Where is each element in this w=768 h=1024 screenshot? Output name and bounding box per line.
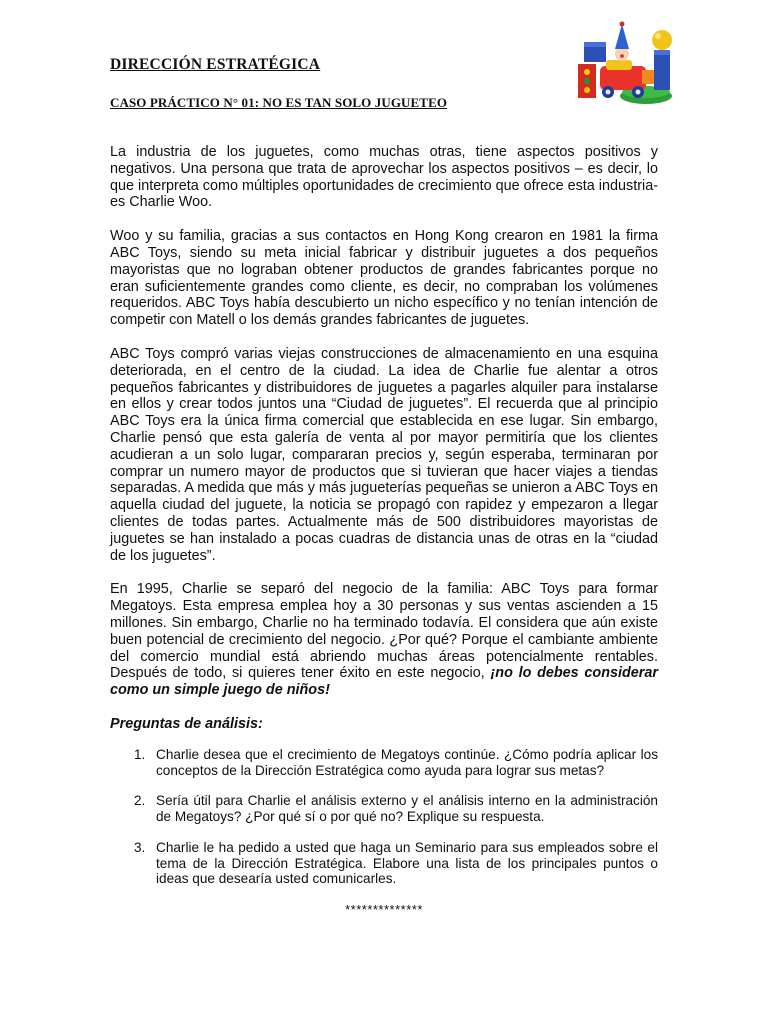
- question-item: [110, 747, 658, 779]
- question-item: [110, 793, 658, 825]
- document-body: [110, 144, 658, 919]
- paragraph-1: La industria de los juguetes, como muchas otras, tiene aspectos positivos y negativos. Una persona que trata de aprovechar los aspectos positivos – es decir, lo que interpreta como múltiples oportunidades de crecimiento que ofrece esta industria- es Charlie Woo.: [110, 144, 658, 211]
- paragraph-3: ABC Toys compró varias viejas construcciones de almacenamiento en una esquina deteriorada, en el centro de la ciudad. La idea de Charlie fue alentar a otros pequeños fabricantes y distribuidores de juguetes a pagarles alquiler para instalarse en ellos y crear todos juntos una “Ciudad de juguetes”. El recuerda que al principio ABC Toys era la única firma comercial que establecida en ese lugar. Sin embargo, Charlie pensó que esta galería de venta al por mayor permitiría que los clientes acudieran a un solo lugar, compararan precios y, según esperaba, terminaran por comprar un numero mayor de productos que si tuvieran que hacer viajes a tiendas separadas. A medida que más y más jugueterías pequeñas se unieron a ABC Toys en aquella ciudad del juguete, la noticia se propagó con rapidez y empezaron a llegar clientes de todas partes. Actualmente más de 500 distribuidores mayoristas de juguetes se han instalado a pocas cuadras de distancia unas de otras en la “ciudad de los juguetes”.: [110, 345, 658, 564]
- blue-block-shape: [654, 50, 670, 90]
- clown-figure-shape: [615, 47, 629, 61]
- question-item: [110, 840, 658, 887]
- end-marker: **************: [345, 902, 423, 918]
- questions-list: [110, 747, 658, 888]
- yellow-ball-shape: [652, 30, 672, 50]
- question-number: 2.: [134, 793, 146, 809]
- question-text: Charlie desea que el crecimiento de Megatoys continúe. ¿Cómo podría aplicar los conceptos de la Dirección Estratégica como ayuda para lograr sus metas?: [156, 746, 658, 778]
- questions-heading: Preguntas de análisis:: [110, 715, 263, 732]
- question-number: 3.: [134, 839, 146, 855]
- question-text: Sería útil para Charlie el análisis externo y el análisis interno en la administración de Megatoys? ¿Por qué sí o por qué no? Explique su respuesta.: [156, 793, 658, 825]
- question-text: Charlie le ha pedido a usted que haga un Seminario para sus empleados sobre el tema de la Dirección Estratégica. Elabore una lista de los principales puntos o ideas que desearía usted comunicarles.: [156, 839, 658, 887]
- question-number: 1.: [134, 746, 146, 762]
- paragraph-4-text: En 1995, Charlie se separó del negocio de la familia: ABC Toys para formar Megatoys. Esta empresa emplea hoy a 30 personas y sus ventas ascienden a 15 millones. Sin embargo, Charlie no ha terminado todavía. El considera que aún existe buen potencial de crecimiento del negocio. ¿Por qué? Porque el cambiante ambiente del comercio mundial está abriendo muchas áreas potencialmente rentables. Después de todo, si quieres tener éxito en este negocio,: [110, 581, 658, 682]
- paragraph-2: Woo y su familia, gracias a sus contactos en Hong Kong crearon en 1981 la firma ABC Toys, siendo su meta inicial fabricar y distribuir juguetes a dos pequeños mayoristas que no lograban obtener productos de grandes fabricantes porque no eran suficientemente grandes como cliente, es decir, no compraban los volúmenes requeridos. ABC Toys había descubierto un nicho específico y no tenían intención de competir con Matell o los demás grandes fabricantes de juguetes.: [110, 228, 658, 329]
- paragraph-4: [110, 581, 658, 699]
- closing-emphasis: ¡no lo debes considerar como un simple juego de niños!: [110, 665, 658, 699]
- toy-blocks-illustration: [572, 20, 684, 112]
- document-title: DIRECCIÓN ESTRATÉGICA: [110, 56, 321, 73]
- case-subtitle: CASO PRÁCTICO N° 01: NO ES TAN SOLO JUGUETEO: [110, 95, 448, 110]
